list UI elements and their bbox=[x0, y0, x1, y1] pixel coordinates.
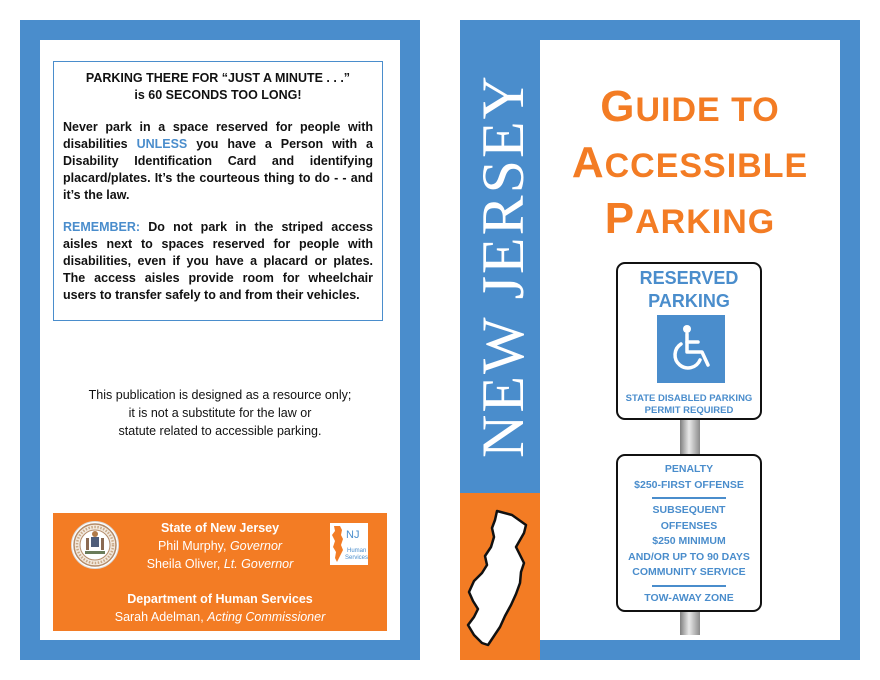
title-line-parking bbox=[540, 194, 840, 244]
para2-text: Do not park in the striped access aisles next to spaces reserved for people with disabilities, even if you have a placard or plates. The access aisles provide room for wheelchair users to transfer safely to and from their vehicles. bbox=[63, 220, 373, 302]
wheelchair-icon bbox=[657, 315, 725, 383]
reserved-parking-sign bbox=[616, 262, 762, 420]
commissioner-title: Acting Commissioner bbox=[207, 610, 326, 624]
penalty-label: PENALTY bbox=[664, 463, 714, 475]
tow-away-zone: TOW-AWAY ZONE bbox=[644, 591, 734, 604]
permit-line1: STATE DISABLED PARKING bbox=[625, 393, 753, 404]
left-panel bbox=[20, 20, 420, 660]
parking-notice-box bbox=[53, 61, 383, 321]
sign-reserved: RESERVED bbox=[639, 268, 739, 288]
disclaimer bbox=[60, 386, 380, 440]
para1-text-start: Never park in a space reserved for people with disabilities bbox=[63, 120, 373, 151]
notice-paragraph-1 bbox=[63, 119, 373, 204]
new-jersey-vertical-title bbox=[465, 40, 535, 493]
lt-governor-name: Sheila Oliver, bbox=[146, 557, 224, 571]
title-guide-to: UIDE TO bbox=[635, 91, 780, 129]
vertical-title-text: NEW JERSEY bbox=[470, 74, 535, 458]
penalty-divider-2 bbox=[652, 585, 726, 587]
commissioner-name: Sarah Adelman, bbox=[114, 610, 208, 624]
right-panel bbox=[460, 20, 860, 660]
gov-commissioner bbox=[93, 608, 347, 626]
government-credits bbox=[53, 513, 387, 631]
permit-line2: PERMIT REQUIRED bbox=[644, 405, 734, 416]
notice-heading-line2: is 60 SECONDS TOO LONG! bbox=[134, 88, 302, 102]
title-p: P bbox=[604, 194, 636, 243]
sign-permit-text bbox=[618, 393, 760, 417]
penalty-subsequent: SUBSEQUENT bbox=[652, 504, 726, 516]
penalty-community-service: COMMUNITY SERVICE bbox=[632, 566, 746, 578]
penalty-minimum: $250 MINIMUM bbox=[652, 535, 726, 547]
guide-cover bbox=[540, 40, 840, 640]
disclaimer-line2: it is not a substitute for the law or bbox=[128, 406, 312, 420]
logo-nj-text: NJ bbox=[346, 529, 360, 541]
title-g: G bbox=[600, 82, 636, 131]
title-parking: ARKING bbox=[635, 203, 776, 241]
penalty-days: AND/OR UP TO 90 DAYS bbox=[628, 550, 750, 563]
title-accessible: CCESSIBLE bbox=[604, 147, 809, 185]
lt-governor-title: Lt. Governor bbox=[223, 557, 294, 571]
para2-remember: REMEMBER: bbox=[63, 220, 141, 234]
governor-name: Phil Murphy, bbox=[157, 539, 230, 553]
nj-human-services-logo bbox=[330, 523, 368, 565]
logo-services-text: Services bbox=[345, 555, 368, 561]
title-line-guide bbox=[540, 82, 840, 132]
notice-paragraph-2 bbox=[63, 219, 373, 304]
gov-governor bbox=[117, 537, 323, 555]
disclaimer-line3: statute related to accessible parking. bbox=[118, 424, 322, 438]
state-seal-icon bbox=[71, 521, 119, 569]
nj-map-block bbox=[460, 493, 540, 660]
gov-state: State of New Jersey bbox=[160, 521, 280, 535]
title-line-accessible bbox=[540, 138, 840, 188]
penalty-sign bbox=[616, 454, 762, 612]
sign-parking: PARKING bbox=[648, 291, 730, 311]
disclaimer-line1: This publication is designed as a resource only; bbox=[88, 388, 352, 402]
title-a: A bbox=[571, 138, 605, 187]
gov-lt-governor bbox=[117, 555, 323, 573]
logo-human-text: Human bbox=[347, 548, 367, 554]
penalty-divider-1 bbox=[652, 497, 726, 499]
governor-title: Governor bbox=[229, 539, 283, 553]
penalty-offenses: OFFENSES bbox=[660, 519, 718, 532]
gov-department: Department of Human Services bbox=[127, 592, 313, 606]
para1-unless: UNLESS bbox=[136, 137, 188, 151]
notice-heading-line1: PARKING THERE FOR “JUST A MINUTE . . .” bbox=[85, 71, 351, 85]
para1-text-end: you have a Person with a Disability Identification Card and identifying placard/plates. It’s the courteous thing to do - - and it’s the law. bbox=[63, 137, 373, 202]
penalty-first-offense: $250-FIRST OFFENSE bbox=[634, 478, 744, 491]
notice-heading bbox=[63, 70, 373, 104]
new-jersey-map-icon bbox=[460, 493, 540, 660]
